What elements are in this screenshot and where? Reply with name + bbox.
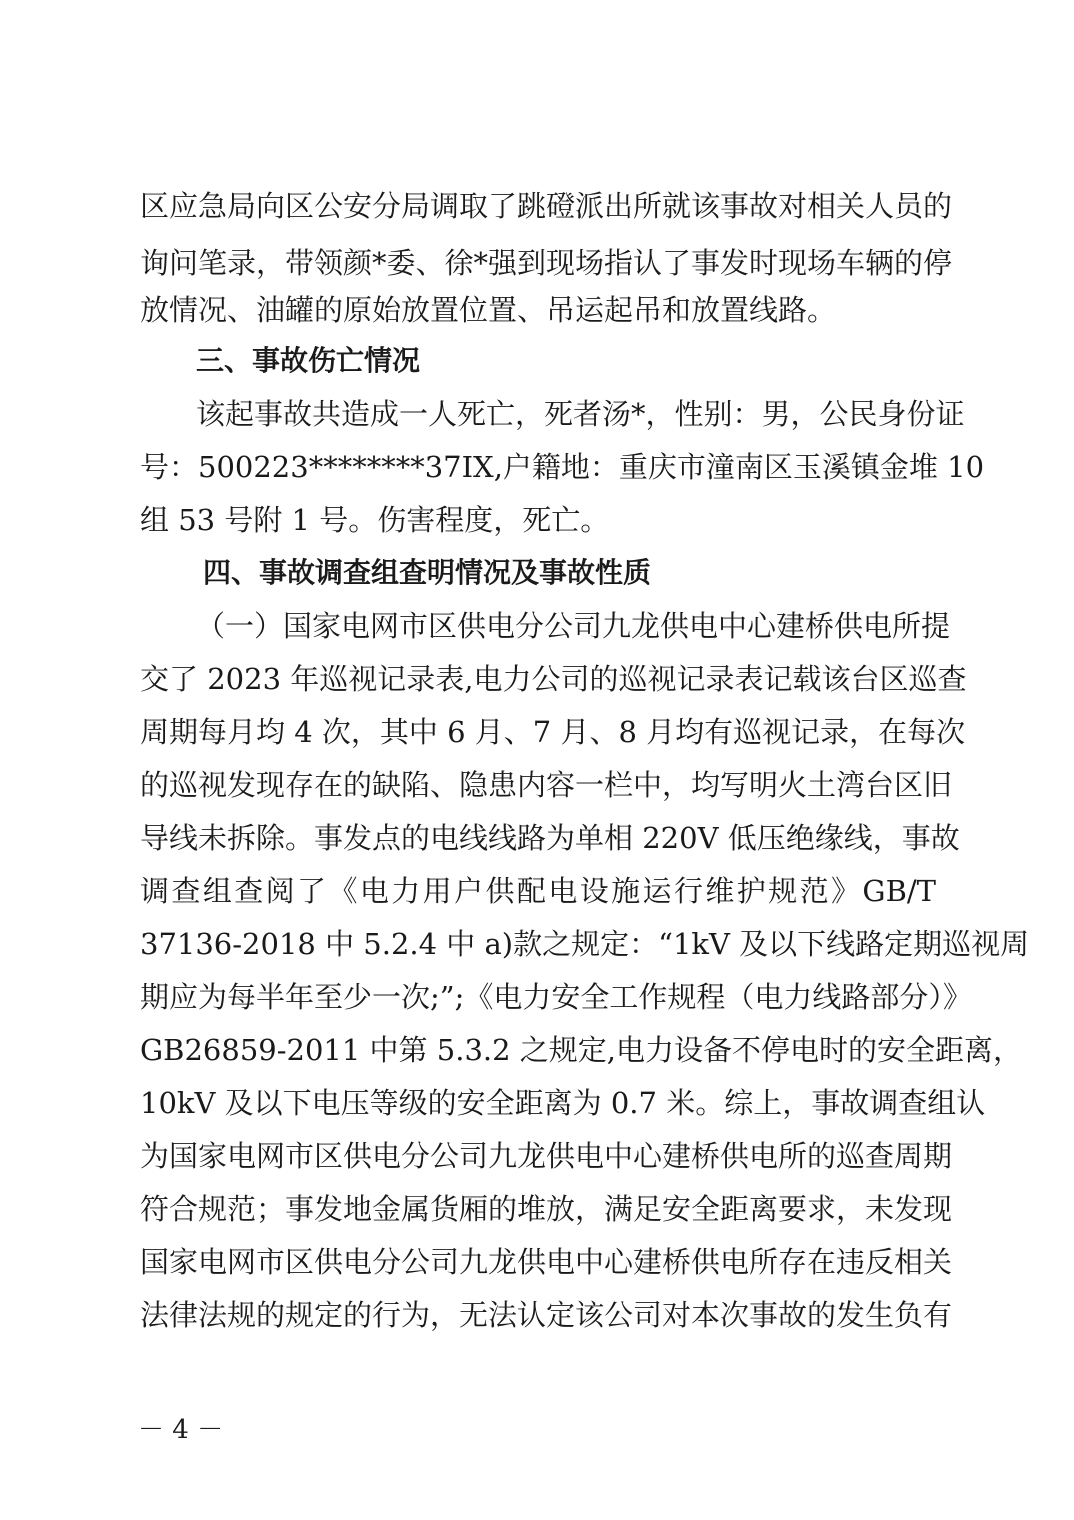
paragraph-line: 法律法规的规定的行为，无法认定该公司对本次事故的发生负有: [140, 1298, 953, 1332]
paragraph-line: 37136-2018 中 5.2.4 中 a)款之规定：“1kV 及以下线路定期巡视周: [140, 927, 1030, 961]
paragraph-line: 区应急局向区公安分局调取了跳磴派出所就该事故对相关人员的: [140, 189, 953, 223]
paragraph-line: 放情况、油罐的原始放置位置、吊运起吊和放置线路。: [140, 293, 837, 327]
paragraph-line: 国家电网市区供电分公司九龙供电中心建桥供电所存在违反相关: [140, 1245, 953, 1279]
page-number: － 4 －: [138, 1415, 224, 1445]
paragraph-line: 期应为每半年至少一次;”;《电力安全工作规程（电力线路部分）》: [140, 980, 972, 1014]
section-heading: 三、事故伤亡情况: [196, 344, 421, 377]
paragraph-line: 10kV 及以下电压等级的安全距离为 0.7 米。综上，事故调查组认: [140, 1086, 986, 1120]
paragraph-line: 交了 2023 年巡视记录表,电力公司的巡视记录表记载该台区巡查: [140, 662, 967, 696]
paragraph-line: （一）国家电网市区供电分公司九龙供电中心建桥供电所提: [196, 609, 951, 643]
paragraph-line: 为国家电网市区供电分公司九龙供电中心建桥供电所的巡查周期: [140, 1139, 953, 1173]
paragraph-line: 的巡视发现存在的缺陷、隐患内容一栏中，均写明火土湾台区旧: [140, 768, 953, 802]
paragraph-line: 组 53 号附 1 号。伤害程度，死亡。: [140, 503, 610, 537]
paragraph-line: 号：500223********37IX,户籍地：重庆市潼南区玉溪镇金堆 10: [140, 450, 985, 484]
paragraph-line: 导线未拆除。事发点的电线线路为单相 220V 低压绝缘线，事故: [140, 821, 960, 855]
paragraph-line: 符合规范；事发地金属货厢的堆放，满足安全距离要求，未发现: [140, 1192, 953, 1226]
paragraph-line: 该起事故共造成一人死亡，死者汤*，性别：男，公民身份证: [196, 397, 965, 431]
section-heading: 四、事故调查组查明情况及事故性质: [203, 556, 652, 589]
paragraph-line: 询问笔录，带领颜*委、徐*强到现场指认了事发时现场车辆的停: [140, 246, 953, 280]
paragraph-line: 调查组查阅了《电力用户供配电设施运行维护规范》GB/T: [140, 874, 936, 908]
paragraph-line: GB26859-2011 中第 5.3.2 之规定,电力设备不停电时的安全距离，: [140, 1033, 1022, 1067]
paragraph-line: 周期每月均 4 次，其中 6 月、7 月、8 月均有巡视记录，在每次: [140, 715, 966, 749]
